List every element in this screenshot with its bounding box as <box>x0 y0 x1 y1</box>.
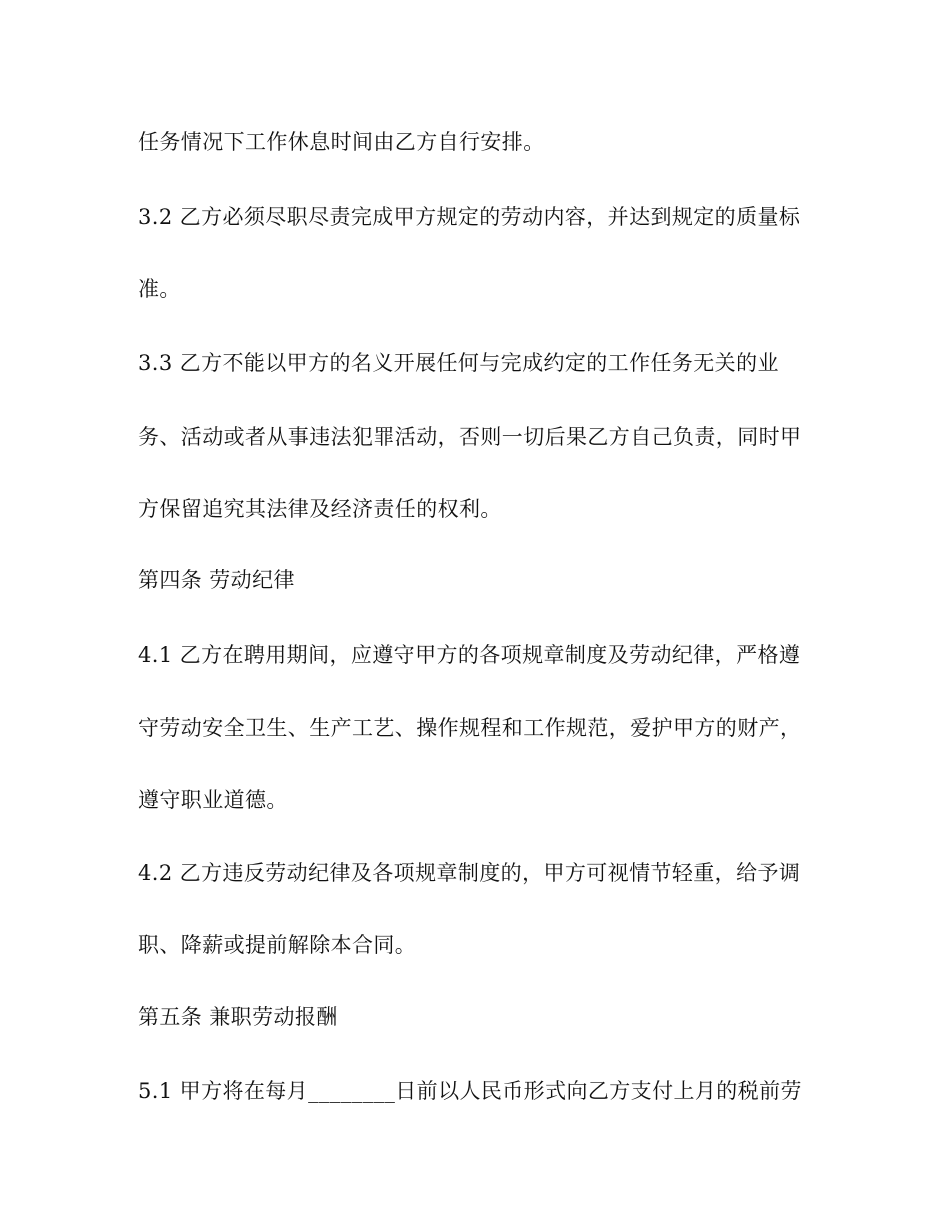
clause-4-2-line-1: 4.2 乙方违反劳动纪律及各项规章制度的，甲方可视情节轻重，给予调 <box>138 861 801 885</box>
clause-4-1-line-1: 4.1 乙方在聘用期间，应遵守甲方的各项规章制度及劳动纪律，严格遵 <box>138 643 801 667</box>
clause-3-2-line-1: 3.2 乙方必须尽职尽责完成甲方规定的劳动内容，并达到规定的质量标 <box>138 205 801 229</box>
text-line: 任务情况下工作休息时间由乙方自行安排。 <box>138 130 545 154</box>
clause-5-1-line-1: 5.1 甲方将在每月________日前以人民币形式向乙方支付上月的税前劳 <box>138 1079 802 1103</box>
section-heading-article-5: 第五条 兼职劳动报酬 <box>138 1005 338 1029</box>
clause-4-1-line-2: 守劳动安全卫生、生产工艺、操作规程和工作规范，爱护甲方的财产， <box>138 716 802 740</box>
section-heading-article-4: 第四条 劳动纪律 <box>138 568 295 592</box>
clause-3-2-line-2: 准。 <box>138 277 181 301</box>
clause-3-3-line-1: 3.3 乙方不能以甲方的名义开展任何与完成约定的工作任务无关的业 <box>138 351 779 375</box>
clause-3-3-line-2: 务、活动或者从事违法犯罪活动，否则一切后果乙方自己负责，同时甲 <box>138 425 802 449</box>
clause-3-3-line-3: 方保留追究其法律及经济责任的权利。 <box>138 497 502 521</box>
clause-4-2-line-2: 职、降薪或提前解除本合同。 <box>138 933 417 957</box>
clause-4-1-line-3: 遵守职业道德。 <box>138 788 288 812</box>
